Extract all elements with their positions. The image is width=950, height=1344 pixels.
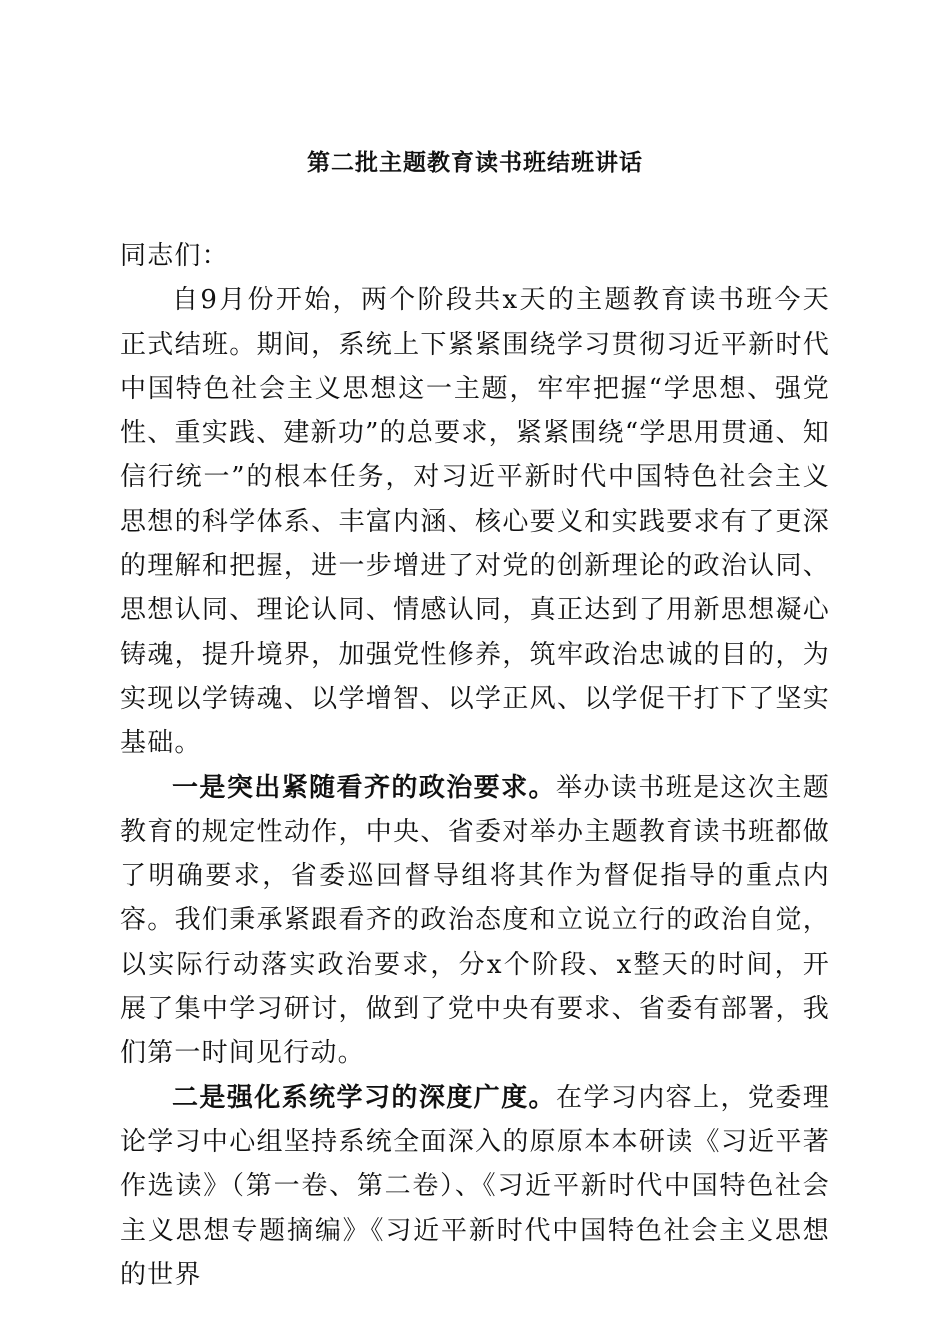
document-body: [120, 234, 830, 1297]
paragraph-text: 举办读书班是这次主题教育的规定性动作，中央、省委对举办主题教育读书班都做了明确要求，省委巡回督导组将其作为督促指导的重点内容。我们秉承紧跟看齐的政治态度和立说立行的政治自觉，以实际行动落实政治要求，分x个阶段、x整天的时间，开展了集中学习研讨，做到了党中央有要求、省委有部署，我们第一时间见行动。: [120, 772, 830, 1069]
paragraph-systematic-study: [120, 1076, 830, 1297]
paragraph-political-requirement: [120, 766, 830, 1076]
paragraph-lead: 二是强化系统学习的深度广度。: [172, 1082, 556, 1113]
paragraph-lead: 一是突出紧随看齐的政治要求。: [172, 772, 556, 803]
paragraph-text: 自9月份开始，两个阶段共x天的主题教育读书班今天正式结班。期间，系统上下紧紧围绕学习贯彻习近平新时代中国特色社会主义思想这一主题，牢牢把握“学思想、强党性、重实践、建新功”的总要求，紧紧围绕“学思用贯通、知信行统一”的根本任务，对习近平新时代中国特色社会主义思想的科学体系、丰富内涵、核心要义和实践要求有了更深的理解和把握，进一步增进了对党的创新理论的政治认同、思想认同、理论认同、情感认同，真正达到了用新思想凝心铸魂，提升境界，加强党性修养，筑牢政治忠诚的目的，为实现以学铸魂、以学增智、以学正风、以学促干打下了坚实基础。: [120, 285, 830, 759]
paragraph-text: 在学习内容上，党委理论学习中心组坚持系统全面深入的原原本本研读《习近平著作选读》（第一卷、第二卷）、《习近平新时代中国特色社会主义思想专题摘编》《习近平新时代中国特色社会主义思想的世界: [120, 1082, 830, 1290]
salutation: 同志们：: [120, 241, 229, 271]
paragraph-intro: [120, 278, 830, 765]
document-title: 第二批主题教育读书班结班讲话: [307, 149, 643, 176]
